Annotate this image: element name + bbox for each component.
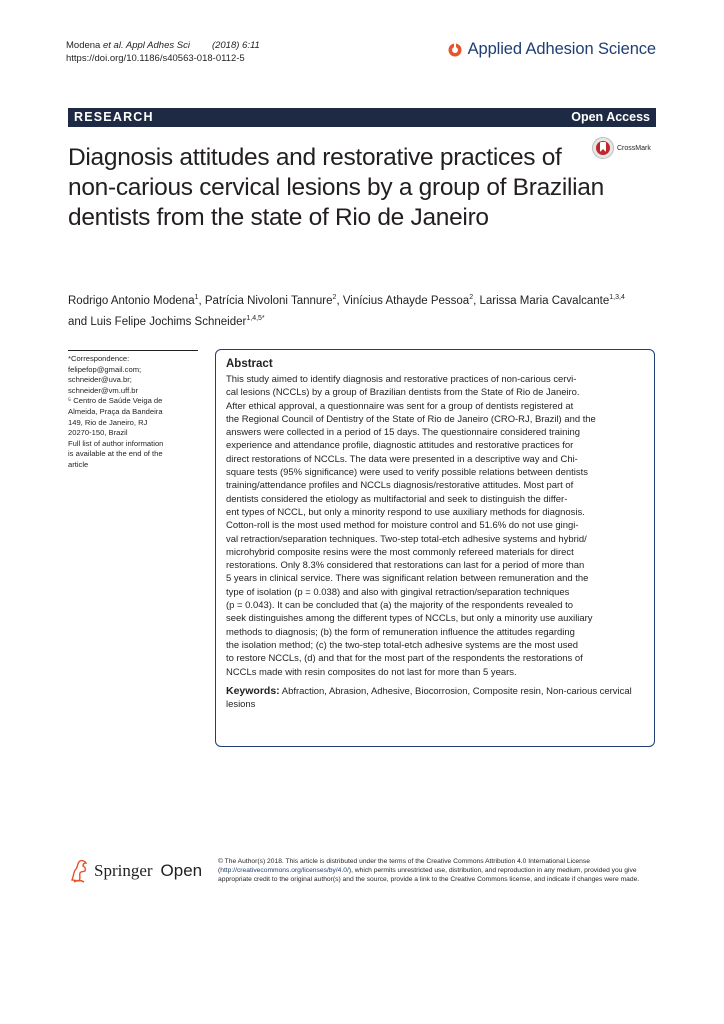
keywords xyxy=(226,685,644,712)
article-title: Diagnosis attitudes and restorative practices of non-carious cervical lesions by a group of Brazilian dentists from the state of Rio de Janeiro xyxy=(68,144,604,231)
license-text: © The Author(s) 2018. This article is distributed under the terms of the Creative Commons Attribution 4.0 International License (http://creativecommons.org/licenses/by/4.0/), which permits unrestricted use, distribution, and reproduction in any medium, provided you give appropriate credit to the original author(s) and the source, provide a link to the Creative Commons license, and indicate if changes were made. xyxy=(218,858,640,883)
abstract-line: cal lesions (NCCLs) by a group of Brazilian dentists from the State of Rio de Janeiro. xyxy=(226,387,580,399)
abstract-line: microhybrid composite resins were the most commonly refereed materials for direct xyxy=(226,546,574,558)
sidebar-line: Full list of author information xyxy=(68,438,164,448)
sidebar-line: ⁵ Centro de Saúde Veiga de xyxy=(68,396,163,406)
license-link[interactable]: http://creativecommons.org/licenses/by/4.0/ xyxy=(220,866,349,874)
author-list: Rodrigo Antonio Modena$^1$, Patrícia Nivoloni Tannure$^2$, Vinícius Athayde Pessoa$^2$, Larissa Maria Cavalcante$^{1,3,4}$ and Luis Felipe Jochims Schneider$^{1,4,5*}$ xyxy=(68,294,625,328)
abstract-box xyxy=(215,349,655,747)
abstract-line: type of isolation (p = 0.038) and also with gingival retraction/separation techniques xyxy=(226,586,570,598)
author[interactable]: Rodrigo Antonio Modena$^1$ xyxy=(68,294,199,307)
abstract-line: ent types of NCCL, but only a minority respond to use auxiliary methods for diagnosis. xyxy=(226,506,585,518)
abstract-line: val retraction/separation techniques. Two-step total-etch adhesive systems and hybrid/ xyxy=(226,533,587,545)
citation xyxy=(66,39,260,65)
journal-name: Applied Adhesion Science xyxy=(467,40,656,58)
abstract-line: the isolation method; (c) the two-step total-etch adhesive systems are the most used xyxy=(226,639,578,651)
journal-logo-icon xyxy=(448,43,462,57)
abstract-line: (p = 0.043). It can be concluded that (a) the majority of the respondents revealed to xyxy=(226,600,574,612)
abstract-line: answers were collected in a period of 15 days. The questionnaire considered training xyxy=(226,427,580,439)
abstract-line: the Regional Council of Dentistry of the State of Rio de Janeiro (CRO-RJ, Brazil) and the xyxy=(226,413,596,425)
citation-year: (2018) 6:11 xyxy=(211,40,260,51)
keywords-label: Keywords: xyxy=(226,684,280,697)
sidebar-line: is available at the end of the xyxy=(68,449,163,459)
abstract-line: Cotton-roll is the most used method for moisture control and 51.6% do not use gingi- xyxy=(226,520,579,532)
sidebar-line: article xyxy=(68,459,89,469)
abstract-line: This study aimed to identify diagnosis and restorative practices of non-carious cervi- xyxy=(226,374,577,385)
author[interactable]: Patrícia Nivoloni Tannure$^2$ xyxy=(204,294,337,307)
journal-brand[interactable] xyxy=(448,40,656,59)
email-link[interactable]: felipefop@gmail.com; xyxy=(68,364,142,374)
abstract-line: After ethical approval, a questionnaire was sent for a group of dentists registered at xyxy=(226,400,574,412)
correspondence-sidebar xyxy=(68,350,198,471)
article-type-label: RESEARCH xyxy=(74,110,154,124)
abstract-line: dentists considered the etiology as multifactorial and seek to distinguish the differ- xyxy=(226,493,568,505)
author[interactable]: Larissa Maria Cavalcante$^{1,3,4}$ xyxy=(479,294,625,307)
email-link[interactable]: schneider@uva.br; xyxy=(68,375,132,385)
author[interactable]: and Luis Felipe Jochims Schneider$^{1,4,5*}$ xyxy=(68,314,265,328)
sidebar-line: 20270-150, Brazil xyxy=(68,428,128,438)
abstract-line: to restore NCCLs, (d) and that for the most part of the respondents the restorations of xyxy=(226,653,583,665)
doi-link[interactable]: https://doi.org/10.1186/s40563-018-0112-5 xyxy=(66,53,245,64)
keywords-list: Abfraction, Abrasion, Adhesive, Biocorrosion, Composite resin, Non-carious cervical lesions xyxy=(226,685,632,711)
abstract-line: square tests (95% significance) were used to verify possible relations between dentists xyxy=(226,467,588,479)
abstract-line: 5 years in clinical service. There was significant relation between remuneration and the xyxy=(226,573,589,585)
author[interactable]: Vinícius Athayde Pessoa$^2$ xyxy=(342,294,474,307)
sidebar-line: 149, Rio de Janeiro, RJ xyxy=(68,417,148,427)
abstract-heading: Abstract xyxy=(226,358,273,370)
email-link[interactable]: schneider@vm.uff.br xyxy=(68,385,139,395)
citation-journal: et al. Appl Adhes Sci xyxy=(102,40,190,51)
abstract-line: methods to diagnosis; (b) the form of remuneration influence the attitudes regarding xyxy=(226,626,575,638)
abstract-line: experience and attendance profile, diagnostic attitudes and restorative practices for xyxy=(226,440,574,452)
crossmark-label: CrossMark xyxy=(617,144,651,152)
abstract-line: direct restorations of NCCLs. The data were presented in a descriptive way and Chi- xyxy=(226,453,578,465)
abstract-line: NCCLs made with resin composites do not last for more than 5 years. xyxy=(226,666,517,678)
sidebar-line: *Correspondence: xyxy=(68,354,130,363)
abstract-line: training/attendance profiles and NCCLs diagnosis/restorative attitudes. Most part of xyxy=(226,480,574,492)
springer-horse-icon xyxy=(68,858,90,884)
article-type-bar xyxy=(68,108,656,127)
sidebar-line: Almeida, Praça da Bandeira xyxy=(68,406,163,416)
abstract-line: restorations. Only 8.3% considered that restorations can last for a period of more than xyxy=(226,560,585,572)
open-label: Open xyxy=(160,861,203,880)
open-access-badge: Open Access xyxy=(565,108,656,127)
springer-open-logo[interactable] xyxy=(68,858,202,884)
citation-author: Modena xyxy=(66,40,103,51)
abstract-text xyxy=(226,373,644,679)
abstract-line: seek distinguishes among the different types of NCCLs, but only a minority use auxiliary xyxy=(226,613,593,625)
springer-label: Springer xyxy=(94,861,153,880)
